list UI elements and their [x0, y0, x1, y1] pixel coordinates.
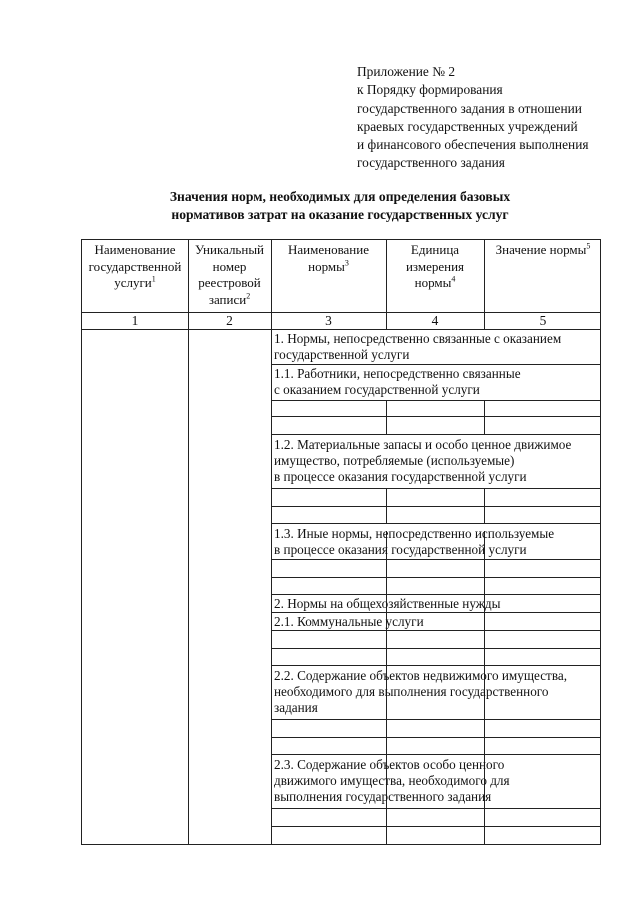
header-norm-unit: Единица измерения нормы$^4$: [405, 242, 465, 290]
row-divider: [271, 523, 600, 524]
section-1-1-title: 1.1. Работники, непосредственно связанные с оказанием государственной услуги: [274, 366, 521, 397]
header-norm-name: Наименование нормы$^3$: [288, 242, 369, 274]
row-divider: [271, 416, 600, 417]
column-number: 3: [325, 313, 332, 328]
column-divider: [386, 400, 387, 434]
row-divider: [271, 630, 600, 631]
row-divider: [271, 577, 600, 578]
header-service-name: Наименование государственной услуги$^1$: [88, 242, 182, 290]
appendix-line: государственного задания: [357, 155, 505, 171]
title-line-2: нормативов затрат на оказание государственных услуг: [171, 207, 509, 222]
header-registry-number: Уникальный номер реестровой записи$^2$: [194, 242, 265, 307]
row-divider: [271, 594, 600, 595]
row-divider: [271, 434, 600, 435]
appendix-line: государственного задания в отношении: [357, 100, 582, 116]
document-title: [80, 188, 600, 224]
row-divider: [271, 808, 600, 809]
row-divider: [271, 648, 600, 649]
section-2-2-title: 2.2. Содержание объектов недвижимого имущества, необходимого для выполнения государственного задания: [274, 668, 568, 715]
row-divider: [271, 737, 600, 738]
column-number: 4: [431, 313, 439, 328]
section-1-3-title: 1.3. Иные нормы, непосредственно используемые в процессе оказания государственной услуги: [274, 526, 555, 557]
column-number: 1: [131, 313, 139, 328]
row-divider: [271, 665, 600, 666]
norms-table: [81, 239, 601, 845]
appendix-line: краевых государственных учреждений: [357, 118, 578, 134]
header-norm-value: Значение нормы$^5$: [495, 241, 591, 257]
column-number: 2: [226, 313, 233, 328]
row-divider: [271, 719, 600, 720]
column-divider: [188, 240, 189, 844]
appendix-line: Приложение № 2: [357, 64, 456, 79]
column-number: 5: [539, 313, 547, 328]
row-divider: [271, 400, 600, 401]
column-divider: [484, 400, 485, 434]
section-2-title: 2. Нормы на общехозяйственные нужды: [274, 596, 501, 611]
section-2-3-title: 2.3. Содержание объектов особо ценного движимого имущества, необходимого для выполнения государственного задания: [274, 757, 510, 804]
appendix-line: и финансового обеспечения выполнения: [357, 137, 589, 153]
section-2-1-title: 2.1. Коммунальные услуги: [274, 614, 424, 629]
section-1-2-title: 1.2. Материальные запасы и особо ценное движимое имущество, потребляемые (используемые) в процессе оказания государственной услуги: [274, 437, 572, 484]
row-divider: [271, 364, 600, 365]
section-1-title: 1. Нормы, непосредственно связанные с оказанием государственной услуги: [274, 331, 562, 362]
appendix-block: [357, 63, 627, 173]
row-divider: [271, 612, 600, 613]
row-divider: [271, 506, 600, 507]
row-divider: [82, 329, 600, 330]
row-divider: [271, 559, 600, 560]
row-divider: [271, 754, 600, 755]
appendix-line: к Порядку формирования: [357, 82, 503, 98]
title-line-1: Значения норм, необходимых для определения базовых: [169, 189, 511, 204]
row-divider: [271, 488, 600, 489]
row-divider: [271, 826, 600, 827]
